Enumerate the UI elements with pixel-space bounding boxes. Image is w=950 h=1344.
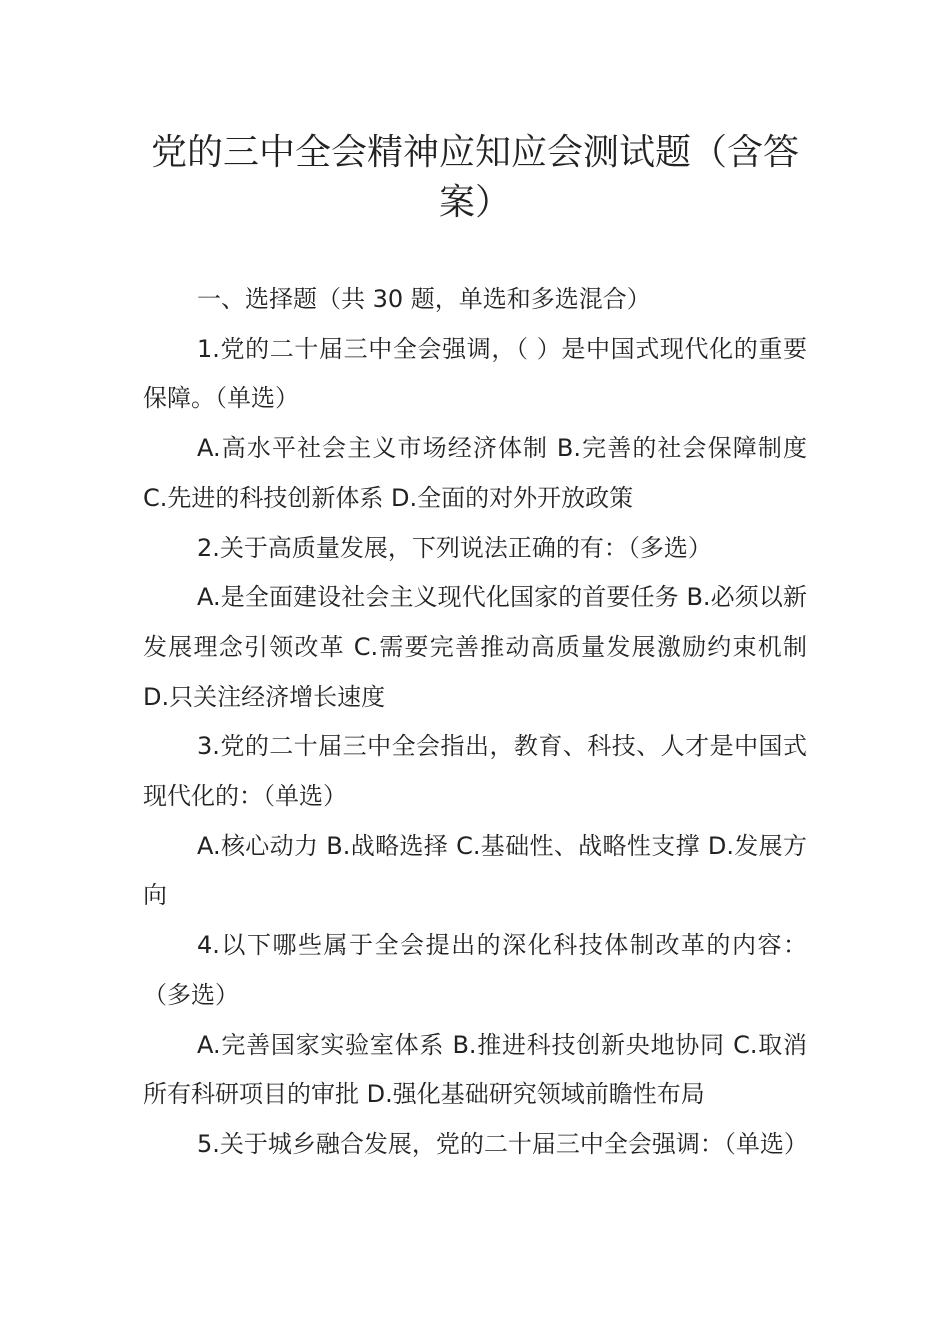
question-options: A.高水平社会主义市场经济体制 B.完善的社会保障制度 C.先进的科技创新体系 D.全面的对外开放政策 <box>143 434 807 512</box>
question-options: A.核心动力 B.战略选择 C.基础性、战略性支撑 D.发展方向 <box>143 831 807 910</box>
section-heading: 一、选择题（共 30 题，单选和多选混合） <box>197 285 651 313</box>
question-stem: 5.关于城乡融合发展，党的二十届三中全会强调：（单选） <box>197 1129 808 1158</box>
question-stem: 1.党的二十届三中全会强调，（ ）是中国式现代化的重要保障。（单选） <box>143 334 807 413</box>
question-stem: 2.关于高质量发展，下列说法正确的有：（多选） <box>197 533 712 562</box>
question-stem: 4.以下哪些属于全会提出的深化科技体制改革的内容：（多选） <box>143 931 807 1009</box>
document-body <box>143 275 807 1170</box>
question-stem: 3.党的二十届三中全会指出，教育、科技、人才是中国式现代化的：（单选） <box>143 732 807 811</box>
document-title: 党的三中全会精神应知应会测试题（含答案） <box>150 132 799 223</box>
question-options: A.是全面建设社会主义现代化国家的首要任务 B.必须以新发展理念引领改革 C.需要完善推动高质量发展激励约束机制 D.只关注经济增长速度 <box>143 583 807 711</box>
question-options: A.完善国家实验室体系 B.推进科技创新央地协同 C.取消所有科研项目的审批 D.强化基础研究领域前瞻性布局 <box>143 1030 807 1109</box>
